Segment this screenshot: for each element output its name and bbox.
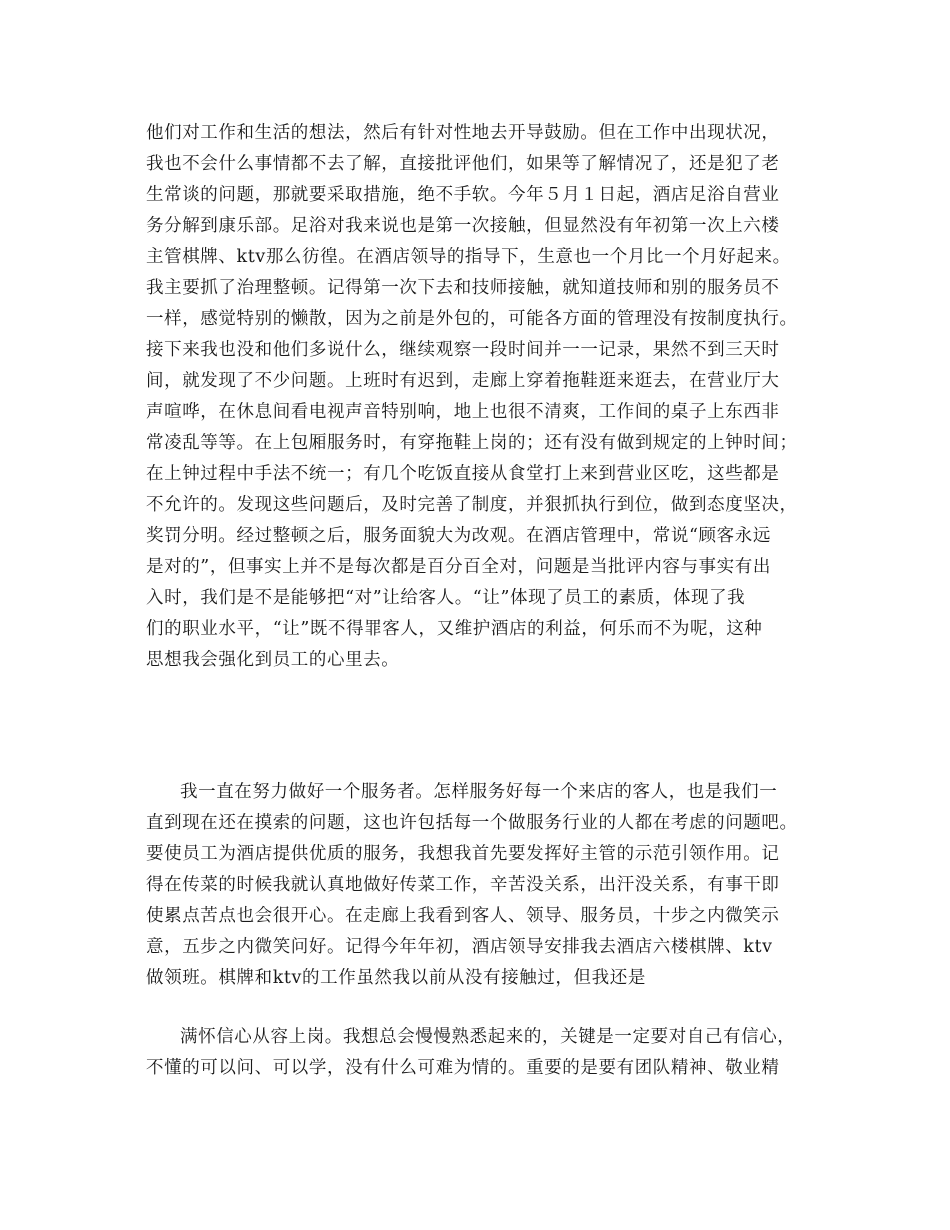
text-line: 入时，我们是不是能够把“对”让给客人。“让”体现了员工的素质，体现了我 <box>146 588 746 608</box>
text-line: 使累点苦点也会很开心。在走廊上我看到客人、领导、服务员，十步之内微笑示 <box>146 906 780 926</box>
text-line: 做领班。棋牌和ktv的工作虽然我以前从没有接触过，但我还是 <box>146 968 646 988</box>
text-line: 主管棋牌、ktv那么彷徨。在酒店领导的指导下，生意也一个月比一个月好起来。 <box>146 247 791 267</box>
text-line: 不允许的。发现这些问题后，及时完善了制度，并狠抓执行到位，做到态度坚决， <box>146 495 798 515</box>
paragraph-3 <box>146 1022 814 1084</box>
text-line: 他们对工作和生活的想法，然后有针对性地去开导鼓励。但在工作中出现状况， <box>146 123 780 143</box>
paragraph-1 <box>146 118 814 676</box>
paragraph-2 <box>146 777 814 994</box>
text-line: 得在传菜的时候我就认真地做好传菜工作，辛苦没关系，出汗没关系，有事干即 <box>146 875 780 895</box>
text-line: 我主要抓了治理整顿。记得第一次下去和技师接触，就知道技师和别的服务员不 <box>146 278 780 298</box>
text-line: 生常谈的问题，那就要采取措施，绝不手软。今年５月１日起，酒店足浴自营业 <box>146 185 780 205</box>
text-line: 不懂的可以问、可以学，没有什么可难为情的。重要的是要有团队精神、敬业精 <box>146 1058 780 1078</box>
text-line: 间，就发现了不少问题。上班时有迟到，走廊上穿着拖鞋逛来逛去，在营业厅大 <box>146 371 780 391</box>
text-line: 在上钟过程中手法不统一；有几个吃饭直接从食堂打上来到营业区吃，这些都是 <box>146 464 780 484</box>
text-line: 思想我会强化到员工的心里去。 <box>146 650 400 670</box>
text-line: 接下来我也没和他们多说什么，继续观察一段时间并一一记录，果然不到三天时 <box>146 340 780 360</box>
text-line: 意，五步之内微笑问好。记得今年年初，酒店领导安排我去酒店六楼棋牌、ktv <box>146 937 773 957</box>
text-line: 满怀信心从容上岗。我想总会慢慢熟悉起来的，关键是一定要对自己有信心， <box>180 1027 796 1047</box>
text-line: 我也不会什么事情都不去了解，直接批评他们，如果等了解情况了，还是犯了老 <box>146 154 780 174</box>
text-line: 声喧哗，在休息间看电视声音特别响，地上也很不清爽，工作间的桌子上东西非 <box>146 402 780 422</box>
text-line: 奖罚分明。经过整顿之后，服务面貌大为改观。在酒店管理中，常说“顾客永远 <box>146 526 771 546</box>
text-line: 们的职业水平，“让”既不得罪客人，又维护酒店的利益，何乐而不为呢，这种 <box>146 619 763 639</box>
text-line: 一样，感觉特别的懒散，因为之前是外包的，可能各方面的管理没有按制度执行。 <box>146 309 798 329</box>
text-line: 直到现在还在摸索的问题，这也许包括每一个做服务行业的人都在考虑的问题吧。 <box>146 813 798 833</box>
text-line: 要使员工为酒店提供优质的服务，我想我首先要发挥好主管的示范引领作用。记 <box>146 844 780 864</box>
text-line: 是对的”，但事实上并不是每次都是百分百全对，问题是当批评内容与事实有出 <box>146 557 771 577</box>
text-line: 常凌乱等等。在上包厢服务时，有穿拖鞋上岗的；还有没有做到规定的上钟时间； <box>146 433 798 453</box>
text-line: 我一直在努力做好一个服务者。怎样服务好每一个来店的客人，也是我们一 <box>180 782 778 802</box>
text-line: 务分解到康乐部。足浴对我来说也是第一次接触，但显然没有年初第一次上六楼 <box>146 216 780 236</box>
